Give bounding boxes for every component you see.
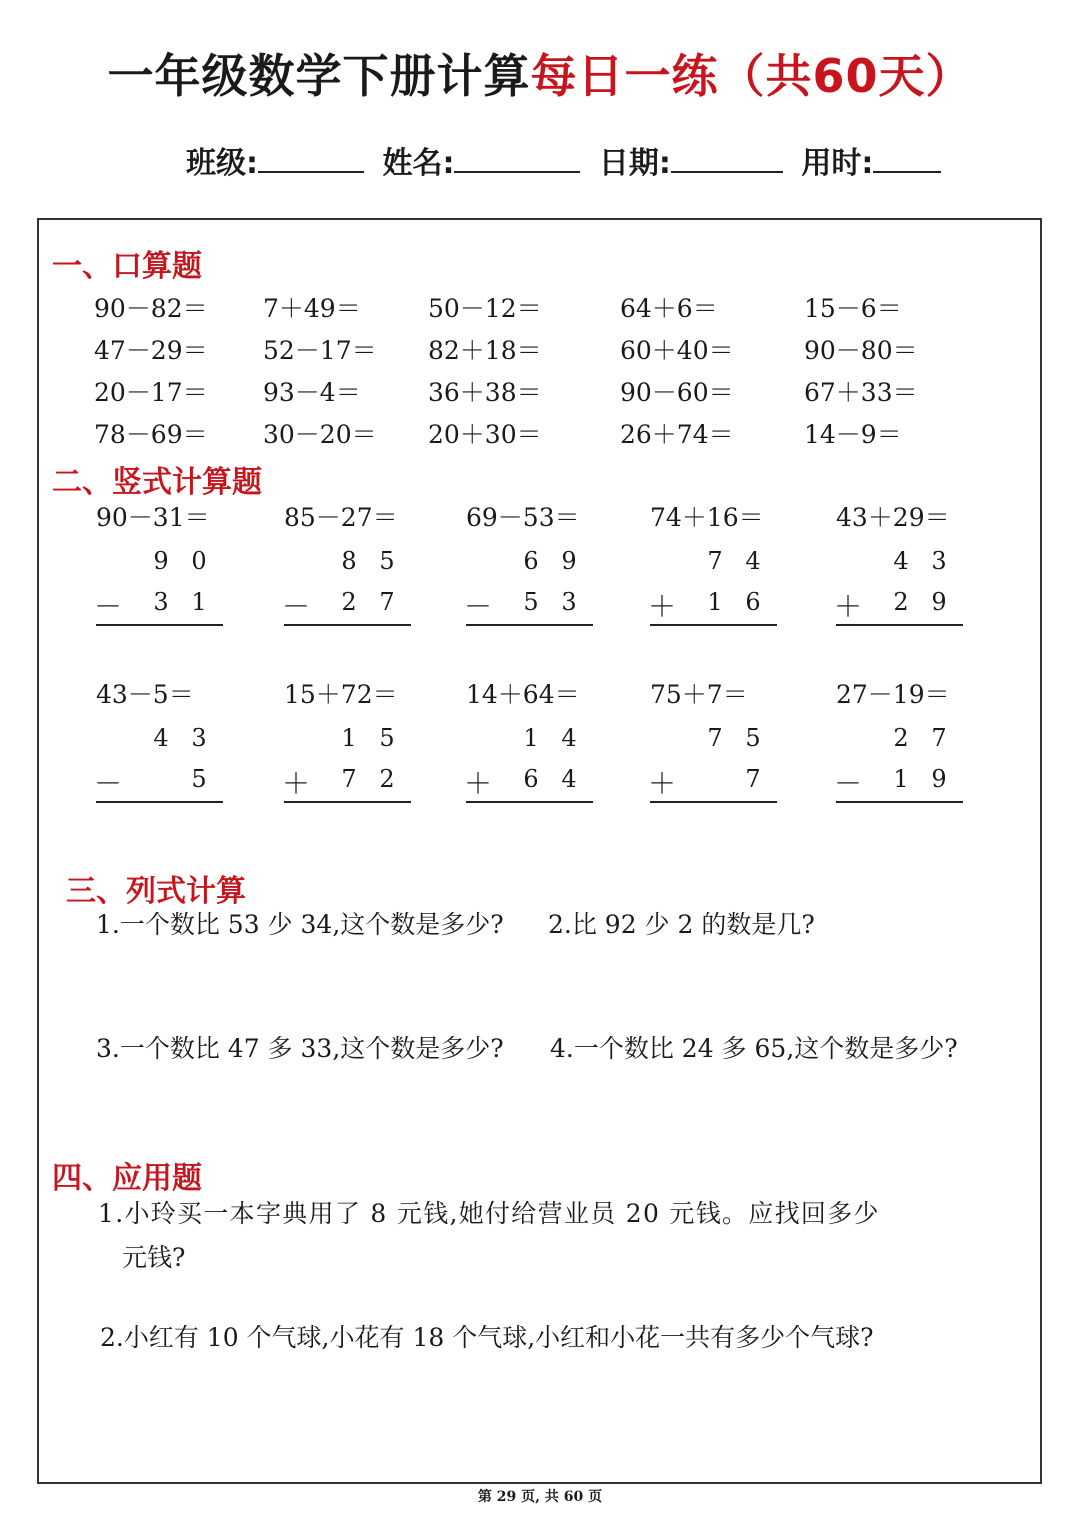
title-highlight: 每日一练（共60天） xyxy=(530,49,973,103)
oral-problem: 60＋40＝ xyxy=(620,336,734,365)
oral-problem: 14－9＝ xyxy=(804,420,902,449)
section-heading: 一、口算题 xyxy=(52,249,202,284)
ones-digit: 9 xyxy=(561,547,577,575)
time-label: 用时: xyxy=(801,146,874,181)
operator-sign: － xyxy=(464,590,493,623)
tens-digit: 1 xyxy=(893,765,909,793)
application-question: 1.小玲买一本字典用了 8 元钱,她付给营业员 20 元钱。应找回多少 xyxy=(98,1199,880,1228)
tens-digit: 2 xyxy=(341,588,357,616)
oral-problem: 64＋6＝ xyxy=(620,294,718,323)
word-question: 3.一个数比 47 多 33,这个数是多少? xyxy=(96,1034,504,1063)
ones-digit: 3 xyxy=(561,588,577,616)
page-title xyxy=(0,40,1080,106)
operator-sign: ＋ xyxy=(464,767,493,800)
ones-digit: 4 xyxy=(561,765,577,793)
oral-problem: 26＋74＝ xyxy=(620,420,734,449)
class-label: 班级: xyxy=(186,146,258,181)
answer-line xyxy=(96,801,223,803)
answer-line xyxy=(96,624,223,626)
operator-sign: － xyxy=(94,590,123,623)
oral-problem: 20＋30＝ xyxy=(428,420,542,449)
time-field[interactable] xyxy=(873,143,941,173)
ones-digit: 4 xyxy=(745,547,761,575)
oral-problem: 90－60＝ xyxy=(620,378,734,407)
date-field[interactable] xyxy=(671,143,783,173)
tens-digit: 9 xyxy=(153,547,169,575)
ones-digit: 5 xyxy=(191,765,207,793)
vertical-problem-expr: 90－31＝ xyxy=(96,503,210,532)
vertical-problem-expr: 85－27＝ xyxy=(284,503,398,532)
oral-problem: 15－6＝ xyxy=(804,294,902,323)
application-question-cont: 元钱? xyxy=(122,1243,186,1272)
tens-digit: 7 xyxy=(341,765,357,793)
ones-digit: 3 xyxy=(931,547,947,575)
operator-sign: ＋ xyxy=(282,767,311,800)
tens-digit: 2 xyxy=(893,724,909,752)
tens-digit: 3 xyxy=(153,588,169,616)
vertical-problem-expr: 74＋16＝ xyxy=(650,503,764,532)
vertical-problem-expr: 69－53＝ xyxy=(466,503,580,532)
answer-line xyxy=(284,801,411,803)
tens-digit: 2 xyxy=(893,588,909,616)
answer-line xyxy=(650,624,777,626)
oral-problem: 30－20＝ xyxy=(263,420,377,449)
answer-line xyxy=(284,624,411,626)
answer-line xyxy=(650,801,777,803)
tens-digit: 7 xyxy=(707,547,723,575)
answer-line xyxy=(836,624,963,626)
operator-sign: ＋ xyxy=(834,590,863,623)
oral-problem: 82＋18＝ xyxy=(428,336,542,365)
word-question: 2.比 92 少 2 的数是几? xyxy=(548,910,815,939)
tens-digit: 1 xyxy=(523,724,539,752)
word-question: 1.一个数比 53 少 34,这个数是多少? xyxy=(96,910,504,939)
vertical-problem-expr: 27－19＝ xyxy=(836,680,950,709)
vertical-problem-expr: 43－5＝ xyxy=(96,680,194,709)
section-heading: 三、列式计算 xyxy=(66,874,246,909)
ones-digit: 2 xyxy=(379,765,395,793)
tens-digit: 5 xyxy=(523,588,539,616)
ones-digit: 7 xyxy=(379,588,395,616)
section-heading: 二、竖式计算题 xyxy=(52,465,262,500)
operator-sign: ＋ xyxy=(648,767,677,800)
date-label: 日期: xyxy=(598,146,671,181)
tens-digit: 6 xyxy=(523,765,539,793)
name-field[interactable] xyxy=(454,143,580,173)
answer-line xyxy=(466,801,593,803)
tens-digit: 6 xyxy=(523,547,539,575)
operator-sign: ＋ xyxy=(648,590,677,623)
ones-digit: 1 xyxy=(191,588,207,616)
ones-digit: 7 xyxy=(745,765,761,793)
tens-digit: 8 xyxy=(341,547,357,575)
oral-problem: 78－69＝ xyxy=(94,420,208,449)
oral-problem: 20－17＝ xyxy=(94,378,208,407)
student-info-line xyxy=(186,138,949,182)
operator-sign: － xyxy=(94,767,123,800)
ones-digit: 0 xyxy=(191,547,207,575)
name-label: 姓名: xyxy=(382,146,455,181)
tens-digit: 1 xyxy=(341,724,357,752)
ones-digit: 9 xyxy=(931,588,947,616)
title-main: 一年级数学下册计算 xyxy=(107,49,531,103)
oral-problem: 90－80＝ xyxy=(804,336,918,365)
oral-problem: 52－17＝ xyxy=(263,336,377,365)
oral-problem: 50－12＝ xyxy=(428,294,542,323)
vertical-problem-expr: 43＋29＝ xyxy=(836,503,950,532)
tens-digit: 1 xyxy=(707,588,723,616)
ones-digit: 9 xyxy=(931,765,947,793)
oral-problem: 36＋38＝ xyxy=(428,378,542,407)
operator-sign: － xyxy=(834,767,863,800)
tens-digit: 4 xyxy=(153,724,169,752)
answer-line xyxy=(836,801,963,803)
ones-digit: 4 xyxy=(561,724,577,752)
section-heading: 四、应用题 xyxy=(52,1161,202,1196)
oral-problem: 67＋33＝ xyxy=(804,378,918,407)
ones-digit: 5 xyxy=(379,724,395,752)
vertical-problem-expr: 75＋7＝ xyxy=(650,680,748,709)
vertical-problem-expr: 14＋64＝ xyxy=(466,680,580,709)
ones-digit: 3 xyxy=(191,724,207,752)
tens-digit: 7 xyxy=(707,724,723,752)
oral-problem: 47－29＝ xyxy=(94,336,208,365)
ones-digit: 6 xyxy=(745,588,761,616)
oral-problem: 93－4＝ xyxy=(263,378,361,407)
word-question: 4.一个数比 24 多 65,这个数是多少? xyxy=(550,1034,958,1063)
tens-digit: 4 xyxy=(893,547,909,575)
page-footer: 第 29 页, 共 60 页 xyxy=(477,1489,603,1505)
ones-digit: 5 xyxy=(745,724,761,752)
vertical-problem-expr: 15＋72＝ xyxy=(284,680,398,709)
ones-digit: 5 xyxy=(379,547,395,575)
class-field[interactable] xyxy=(258,143,364,173)
application-question: 2.小红有 10 个气球,小花有 18 个气球,小红和小花一共有多少个气球? xyxy=(100,1323,874,1352)
ones-digit: 7 xyxy=(931,724,947,752)
oral-problem: 7＋49＝ xyxy=(263,294,361,323)
oral-problem: 90－82＝ xyxy=(94,294,208,323)
operator-sign: － xyxy=(282,590,311,623)
answer-line xyxy=(466,624,593,626)
